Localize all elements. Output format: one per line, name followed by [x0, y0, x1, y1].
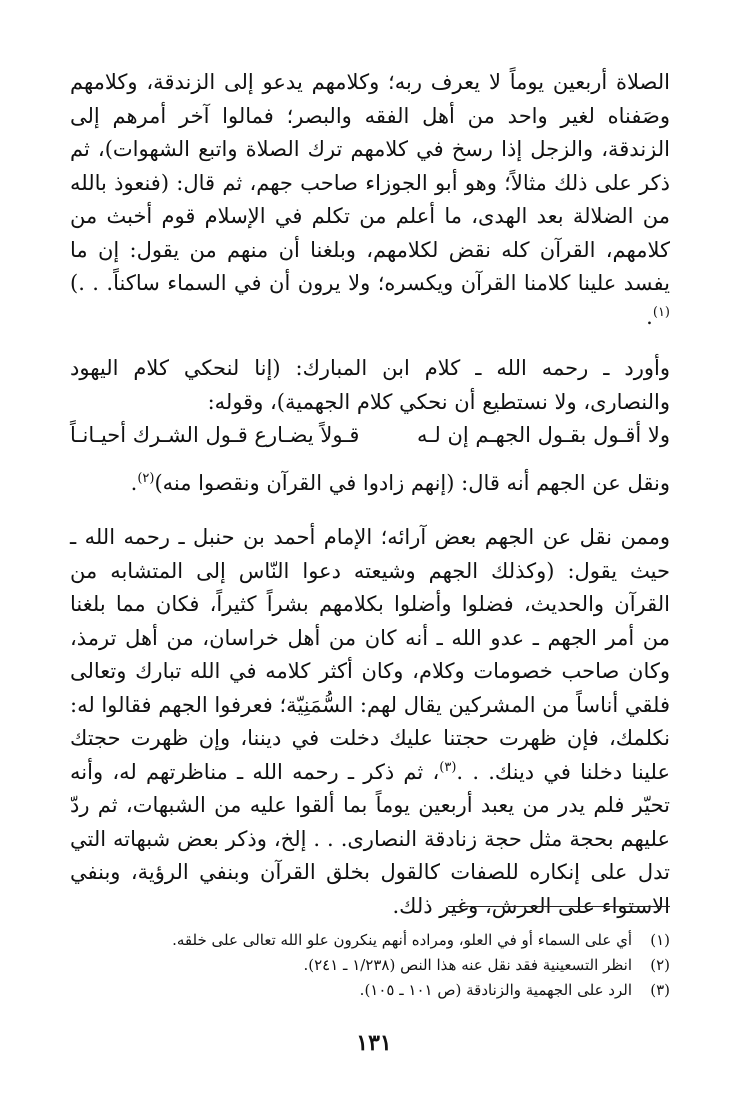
verse-second-hemistich: قـولاً يضـارع قـول الشـرك أحيـانـاً [70, 423, 360, 447]
paragraph-3 [70, 521, 670, 923]
footnote-1-text: أي على السماء أو في العلو، ومراده أنهم ينكرون علو الله تعالى على خلقه. [172, 931, 632, 949]
jahm-quote-tail: . [130, 470, 138, 495]
paragraph-2: وأورد ـ رحمه الله ـ كلام ابن المبارك: (إنا لنحكي كلام اليهود والنصارى، ولا نستطيع أن نحكي كلام الجهمية)، وقوله: [70, 356, 670, 414]
verse-first-hemistich: ولا أقـول بقـول الجهـم إن لـه [416, 423, 670, 447]
footnote-1 [90, 928, 670, 953]
poetry-verse [70, 419, 670, 453]
footnote-ref-2[interactable]: (٢) [137, 470, 155, 486]
footnote-3 [90, 978, 670, 1003]
page-number: ١٣١ [356, 1030, 392, 1056]
paragraph-1 [70, 66, 670, 334]
jahm-quote-line [70, 467, 670, 501]
footnote-2-number: (٢) [650, 956, 670, 974]
footnote-3-text: الرد على الجهمية والزنادقة (ص ١٠١ ـ ١٠٥). [359, 981, 632, 999]
footnote-3-number: (٣) [650, 981, 670, 999]
footnotes [90, 928, 670, 1003]
footnote-2-text: انظر التسعينية فقد نقل عنه هذا النص (١/٢٣٨ ـ ٢٤١). [303, 956, 632, 974]
footnote-1-number: (١) [650, 931, 670, 949]
paragraph-1-text: الصلاة أربعين يوماً لا يعرف ربه؛ وكلامهم يدعو إلى الزندقة، وكلامهم وصَفناه لغير واحد من أهل الفقه والبصر؛ فمالوا آخر أمرهم إلى الزندقة، والزجل إذا رسخ في كلامهم ترك الصلاة واتبع الشهوات)، ثم ذكر على ذلك مثالاً؛ وهو أبو الجوزاء صاحب جهم، ثم قال: (فنعوذ بالله من الضلالة بعد الهدى، ما أعلم من تكلم في الإسلام قوم أخبث من كلامهم، القرآن كله نقض لكلامهم، وبلغنا أن منهم من يقول: إن ما يفسد علينا كلامنا القرآن ويكسره؛ ولا يرون أن في السماء ساكناً. . .) [70, 70, 670, 295]
jahm-quote-text: ونقل عن الجهم أنه قال: (إنهم زادوا في القرآن ونقصوا منه) [154, 470, 670, 495]
footnote-divider [448, 906, 670, 907]
paragraph-3-text-before: وممن نقل عن الجهم بعض آرائه؛ الإمام أحمد بن حنبل ـ رحمه الله ـ حيث يقول: (وكذلك الجهم وشيعته دعوا النّاس إلى المتشابه من القرآن والحديث، فضلوا وأضلوا بكلامهم بشراً كثيراً، فكان مما بلغنا من أمر الجهم ـ عدو الله ـ أنه كان من أهل خراسان، من أهل ترمذ، وكان صاحب خصومات وكلام، وكان أكثر كلامه في الله تبارك وتعالى فلقي أناساً من المشركين يقال لهم: السُّمَنِيّة؛ فعرفوا الجهم فقالوا له: نكلمك، فإن ظهرت حجتنا عليك دخلت في ديننا، وإن ظهرت حجتك علينا دخلنا في دينك. . . [70, 525, 670, 784]
main-text [70, 66, 670, 923]
paragraph-1-tail: . [646, 304, 653, 329]
footnote-ref-1[interactable]: (١) [652, 304, 670, 320]
paragraph-3-text-after: ، ثم ذكر ـ رحمه الله ـ مناظرتهم له، وأنه تحيّر فلم يدر من يعبد أربعين يوماً بما ألقوا عليه من الشبهات، ثم ردّ عليهم بحجة مثل حجة زنادقة النصارى. . . إلخ، وذكر بعض شبهاته التي تدل على إنكاره للصفات كالقول بخلق القرآن وبنفي الرؤية، وبنفي الاستواء على العرش، وغير ذلك. [70, 759, 670, 918]
footnote-2 [90, 953, 670, 978]
footnote-ref-3[interactable]: (٣) [439, 759, 457, 775]
